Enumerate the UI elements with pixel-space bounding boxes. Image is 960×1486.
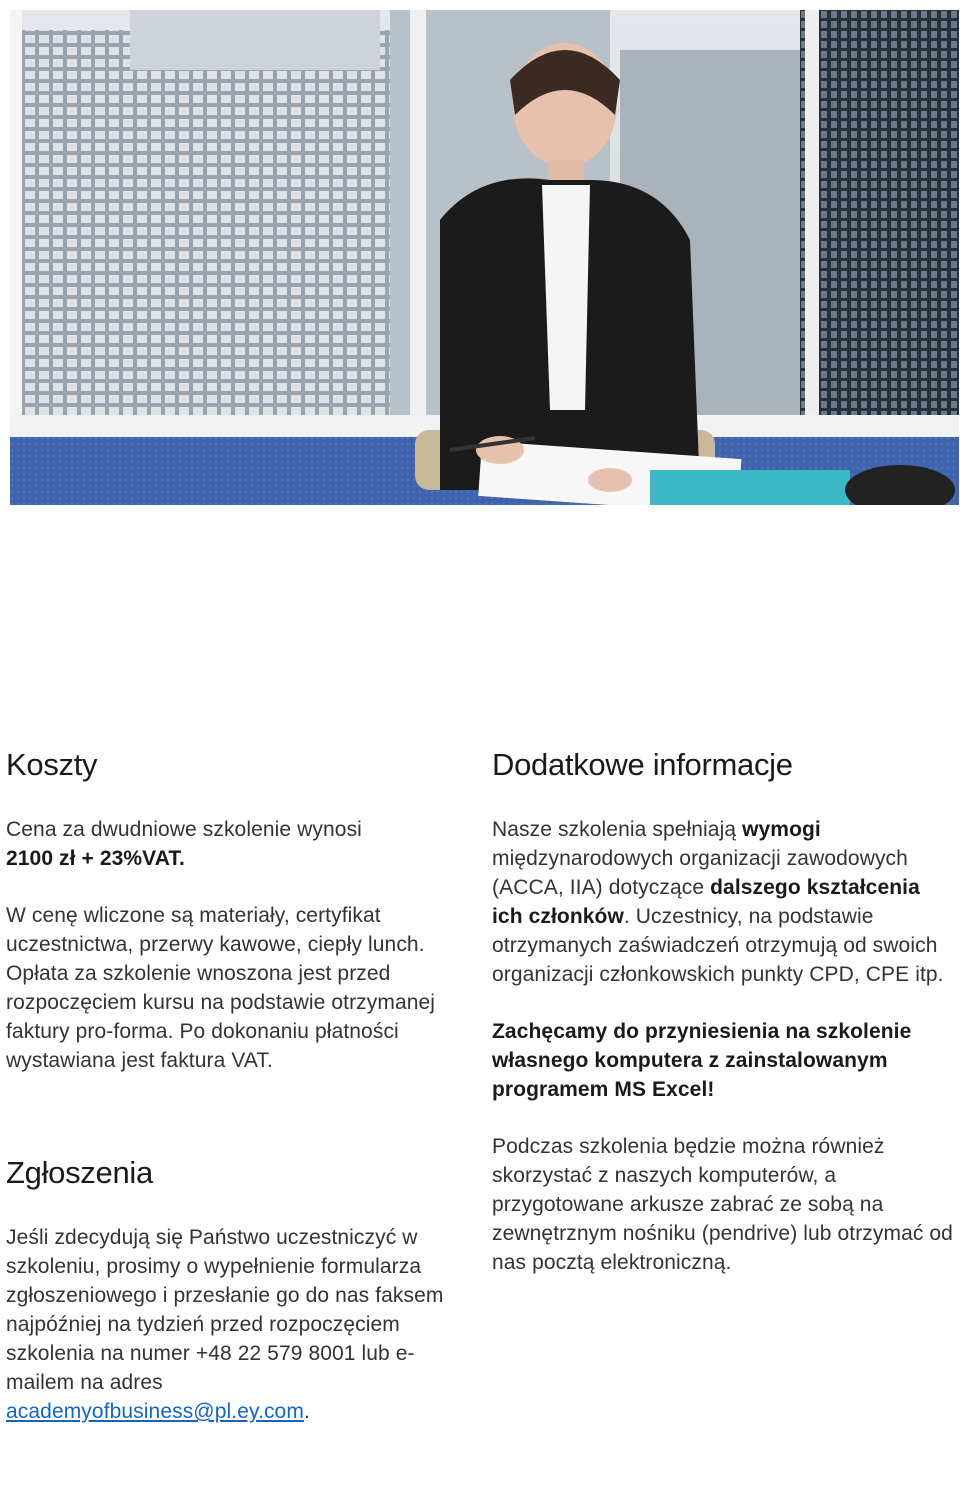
- additional-p2-bold: Zachęcamy do przyniesienia na szkolenie własnego komputera z zainstalowanym programem MS Excel!: [492, 1020, 912, 1101]
- office-photo-image: [10, 10, 959, 505]
- additional-p1-b: wymogi: [742, 818, 821, 841]
- additional-heading: Dodatkowe informacje: [492, 747, 793, 782]
- additional-paragraph-1: [492, 815, 954, 989]
- header-photo: [10, 10, 959, 505]
- additional-paragraph-2: [492, 1017, 954, 1104]
- costs-body: W cenę wliczone są materiały, certyfikat uczestnictwa, przerwy kawowe, ciepły lunch. Opłata za szkolenie wnoszona jest przed rozpoczęciem kursu na podstawie otrzymanej faktury pro-forma. Po dokonaniu płatności wystawiana jest faktura VAT.: [6, 904, 436, 1072]
- costs-price-paragraph: [6, 815, 468, 873]
- additional-paragraph-3: Podczas szkolenia będzie można również skorzystać z naszych komputerów, a przygotowane arkusze zabrać ze sobą na zewnętrznym nośniku (pendrive) lub otrzymać od nas pocztą elektroniczną.: [492, 1135, 953, 1274]
- applications-body-paragraph: [6, 1223, 468, 1426]
- additional-p1-a: Nasze szkolenia spełniają: [492, 818, 743, 841]
- email-link[interactable]: academyofbusiness@pl.ey.com: [6, 1400, 304, 1423]
- costs-price-value: 2100 zł + 23%VAT.: [6, 847, 185, 870]
- applications-heading: Zgłoszenia: [6, 1155, 153, 1190]
- left-column: [6, 745, 468, 1426]
- applications-email-suffix: .: [303, 1400, 310, 1423]
- additional-p1-d: dalszego kształcenia ich członków: [492, 876, 920, 928]
- costs-heading: Koszty: [6, 747, 98, 782]
- costs-price-intro: Cena za dwudniowe szkolenie wynosi: [6, 818, 362, 841]
- additional-p1-c: międzynarodowych organizacji zawodowych (ACCA, IIA) dotyczące: [492, 847, 908, 899]
- right-column: [492, 745, 954, 1277]
- additional-p1-e: . Uczestnicy, na podstawie otrzymanych zaświadczeń otrzymują od swoich organizacji członkowskich punkty CPD, CPE itp.: [492, 905, 944, 986]
- applications-body: Jeśli zdecydują się Państwo uczestniczyć w szkoleniu, prosimy o wypełnienie formularza zgłoszeniowego i przesłanie go do nas faksem najpóźniej na tydzień przed rozpoczęciem szkolenia na numer +48 22 579 8001 lub e-mailem na adres: [6, 1226, 444, 1394]
